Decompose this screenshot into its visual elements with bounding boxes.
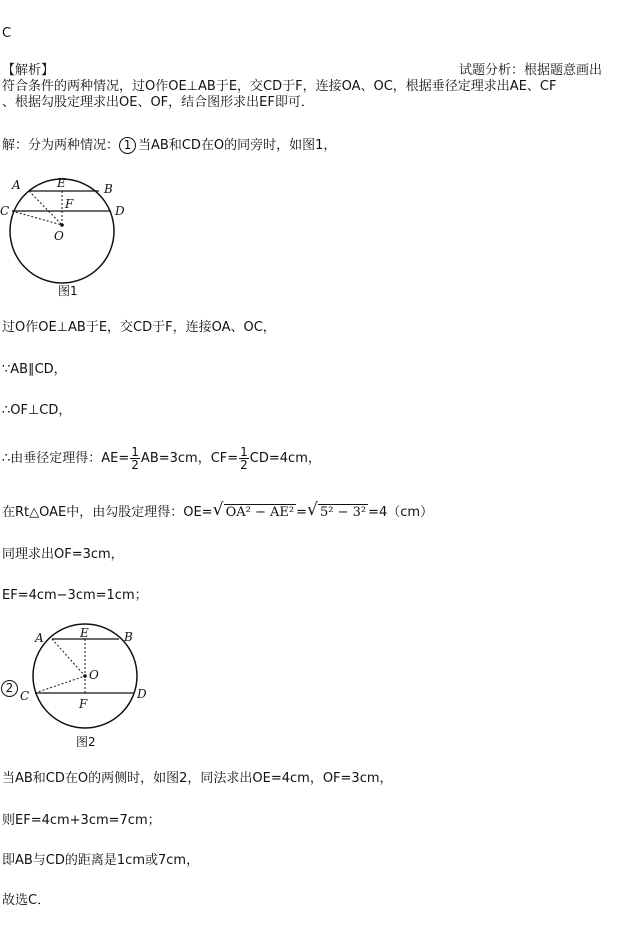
fig1-label-F: F (65, 197, 74, 211)
fig1-label-E: E (57, 176, 66, 190)
fraction-one-half (130, 446, 140, 471)
step5-part-a: 在Rt△OAE中，由勾股定理得：OE= (2, 505, 213, 520)
fig2-label-E: E (80, 626, 89, 640)
analysis-line-1: 符合条件的两种情况，过O作OE⊥AB于E，交CD于F，连接OA、OC，根据垂径定理求出AE、CF (2, 79, 557, 94)
step-pythagoras (2, 500, 434, 521)
fraction-numerator: 1 (131, 445, 139, 459)
fig2-label-C: C (20, 689, 30, 703)
solution-intro: 解：分为两种情况： (2, 138, 120, 153)
figure-2-caption: 图2 (76, 735, 96, 749)
step-ef-case1: EF=4cm−3cm=1cm； (2, 588, 148, 603)
fig1-label-C: C (0, 204, 10, 218)
step4-part-a: ∴由垂径定理得：AE= (2, 451, 130, 466)
fig2-label-O: O (89, 668, 99, 682)
fraction-numerator: 1 (240, 445, 248, 459)
fig2-label-F: F (79, 697, 88, 711)
analysis-header-right: 试题分析：根据题意画出 (459, 63, 603, 78)
figure-2-diagram (0, 622, 160, 757)
fig1-label-O: O (54, 229, 64, 243)
final-choice: 故选C． (2, 893, 51, 908)
equals-sign: = (296, 505, 307, 520)
fig2-label-D: D (137, 687, 147, 701)
fig2-label-B: B (124, 630, 133, 644)
step4-part-c: CD=4cm， (249, 451, 321, 466)
step5-part-b: =4（cm） (368, 505, 434, 520)
sqrt-expression-2: √ 5² − 3² (307, 500, 367, 520)
fraction-denominator: 2 (131, 458, 139, 472)
radicand-2: 5² − 3² (320, 505, 367, 520)
step-construct: 过O作OE⊥AB于E，交CD于F，连接OA、OC， (2, 320, 276, 335)
figure-1-diagram (0, 172, 135, 302)
analysis-tag: 【解析】 (2, 63, 55, 78)
case-1-text: 当AB和CD在O的同旁时，如图1， (138, 138, 337, 153)
fig1-label-A: A (12, 178, 21, 192)
case-1-heading (2, 137, 336, 154)
sqrt-expression-1: √ OA² − AE² (212, 500, 295, 520)
conclusion-distance: 即AB与CD的距离是1cm或7cm， (2, 853, 200, 868)
step-parallel: ∵AB∥CD， (2, 362, 67, 377)
step4-part-b: AB=3cm，CF= (140, 451, 239, 466)
circled-number-2: 2 (1, 680, 18, 697)
step-perpendicular: ∴OF⊥CD， (2, 403, 72, 418)
fraction-denominator: 2 (240, 458, 248, 472)
case-2-text: 当AB和CD在O的两侧时，如图2，同法求出OE=4cm，OF=3cm， (2, 771, 393, 786)
fig1-label-B: B (104, 182, 113, 196)
fig2-label-A: A (35, 631, 44, 645)
step-perpendicular-diameter (2, 446, 321, 471)
step-ef-case2: 则EF=4cm+3cm=7cm； (2, 813, 161, 828)
fig1-label-D: D (115, 204, 125, 218)
case-2-marker (1, 680, 20, 697)
fraction-one-half-2 (239, 446, 249, 471)
figure-1-caption: 图1 (58, 284, 78, 298)
analysis-line-2: 、根据勾股定理求出OE、OF，结合图形求出EF即可． (2, 95, 314, 110)
radicand-1: OA² − AE² (225, 505, 295, 520)
circled-number-1: 1 (119, 137, 136, 154)
answer-letter: C (2, 26, 12, 41)
step-of: 同理求出OF=3cm， (2, 547, 124, 562)
